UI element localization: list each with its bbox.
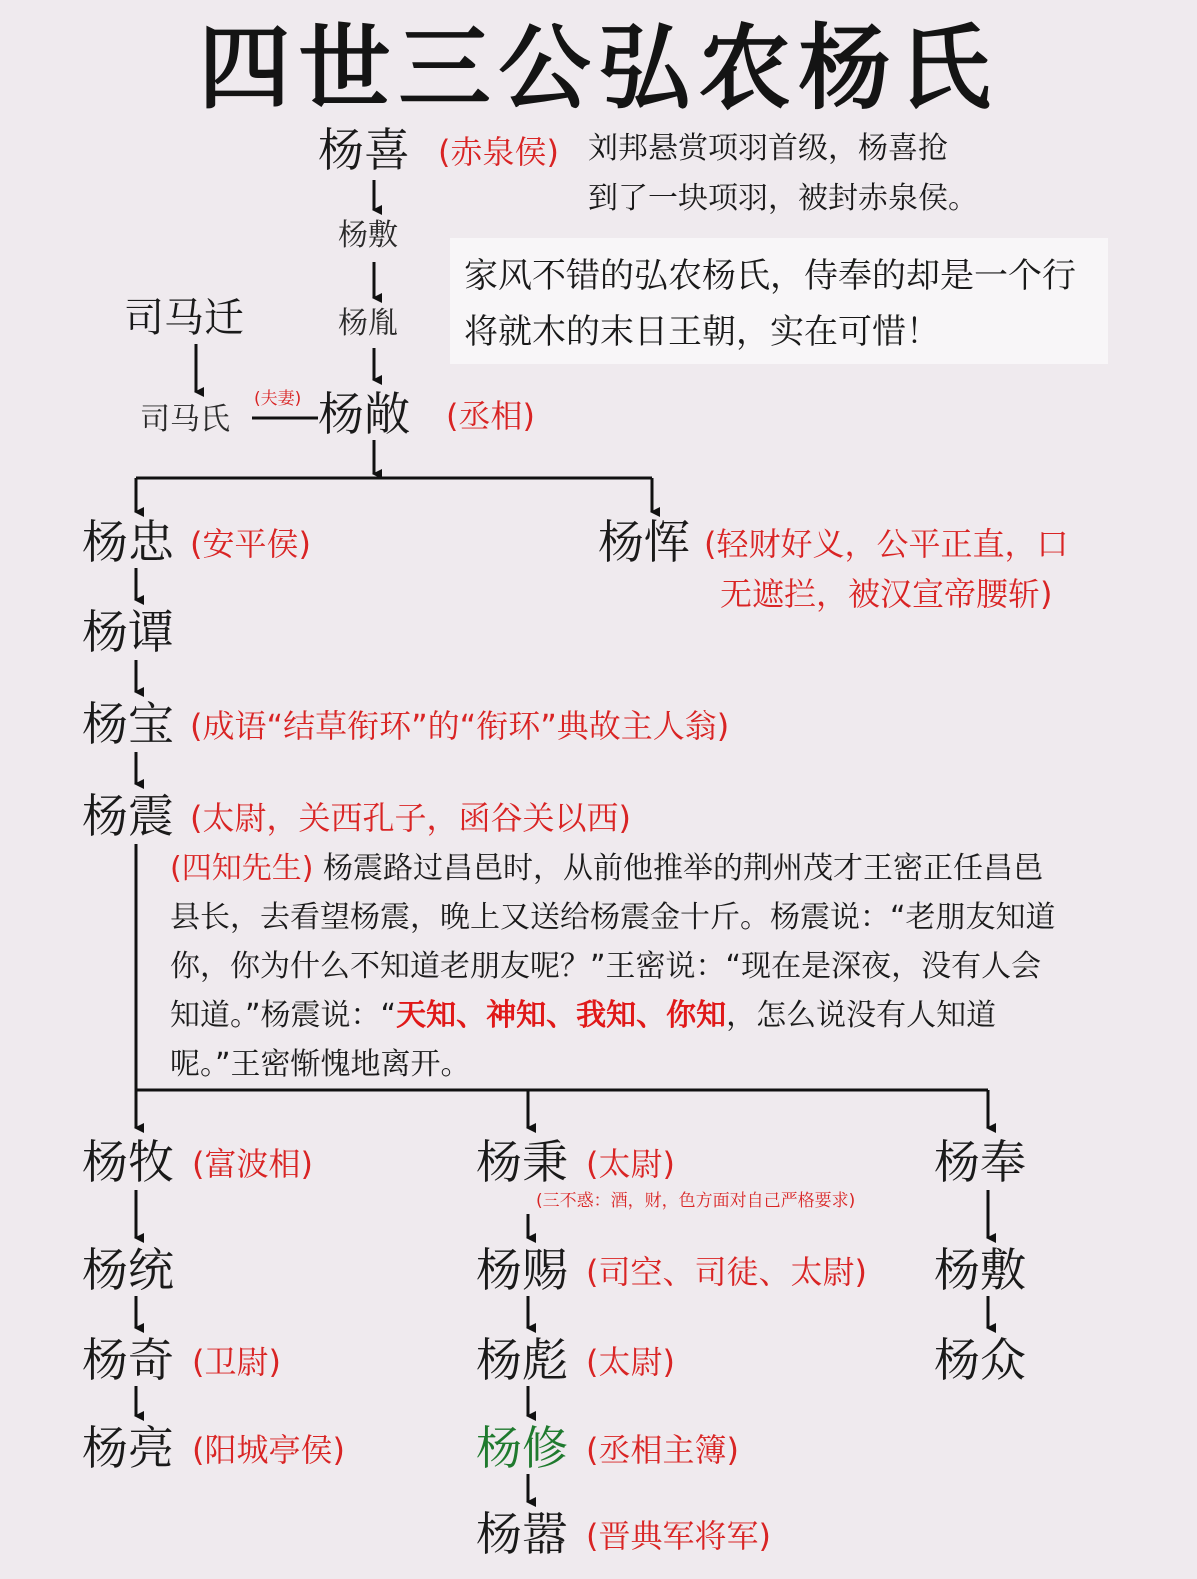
node-yang-ci: 杨赐 [476, 1243, 568, 1297]
node-yang-zhen-note: (太尉，关西孔子，函谷关以西) [190, 799, 631, 837]
node-yang-zhong-title: (安平侯) [190, 525, 311, 563]
node-yang-zhen: 杨震 [82, 789, 174, 843]
callout-box [450, 238, 1108, 364]
node-yang-zhong-2: 杨众 [934, 1333, 1026, 1387]
node-yang-yun-note-1: (轻财好义，公平正直，口 [704, 525, 1069, 563]
node-sima-qian: 司马迁 [124, 295, 244, 341]
node-yang-xiao-title: (晋典军将军) [586, 1517, 771, 1555]
node-yang-tan: 杨谭 [82, 605, 174, 659]
node-yang-ci-title: (司空、司徒、太尉) [586, 1253, 867, 1291]
yang-xi-note-1: 刘邦悬赏项羽首级，杨喜抢 [588, 131, 948, 166]
node-yang-xiu-title: (丞相主簿) [586, 1431, 739, 1469]
node-yang-bing: 杨秉 [476, 1135, 568, 1189]
story-highlight: 天知、神知、我知、你知 [396, 998, 727, 1033]
node-yang-yun: 杨恽 [598, 515, 690, 569]
node-yang-qi-title: (卫尉) [192, 1343, 281, 1381]
yang-xi-note-2: 到了一块项羽，被封赤泉侯。 [588, 181, 978, 216]
node-yang-fu-2: 杨敷 [934, 1243, 1026, 1297]
node-yang-bing-title: (太尉) [586, 1145, 675, 1183]
node-yang-biao: 杨彪 [476, 1333, 568, 1387]
node-yang-qi: 杨奇 [82, 1333, 174, 1387]
node-yang-xiu: 杨修 [476, 1421, 568, 1475]
node-yang-xiao: 杨嚣 [476, 1507, 568, 1561]
story-text-2: ，怎么说没有人知道呢。”王密惭愧地离开。 [170, 998, 997, 1082]
node-yang-hu: 杨胤 [338, 306, 398, 341]
spouse-label: (夫妻) [254, 389, 302, 409]
node-yang-xi-title: (赤泉侯) [438, 133, 559, 171]
node-sima-shi: 司马氏 [140, 402, 230, 437]
node-yang-tong: 杨统 [82, 1243, 174, 1297]
node-yang-mu: 杨牧 [82, 1135, 174, 1189]
node-yang-bao-note: (成语“结草衔环”的“衔环”典故主人翁) [190, 707, 730, 745]
node-yang-xi: 杨喜 [318, 123, 410, 177]
callout-text: 家风不错的弘农杨氏，侍奉的却是一个行将就木的末日王朝，实在可惜！ [464, 256, 1076, 352]
node-yang-biao-title: (太尉) [586, 1343, 675, 1381]
node-yang-liang-title: (阳城亭侯) [192, 1431, 345, 1469]
node-yang-feng: 杨奉 [934, 1135, 1026, 1189]
story-text-1: 杨震路过昌邑时，从前他推举的荆州茂才王密正任昌邑县长，去看望杨震，晚上又送给杨震金十斤。杨震说：“老朋友知道你，你为什么不知道老朋友呢？”王密说：“现在是深夜，没有人会知道。”杨震说：“ [170, 851, 1056, 1033]
node-yang-yun-note-2: 无遮拦，被汉宣帝腰斩) [720, 575, 1053, 613]
node-yang-liang: 杨亮 [82, 1421, 174, 1475]
node-yang-mu-title: (富波相) [192, 1145, 313, 1183]
node-yang-bao: 杨宝 [82, 697, 174, 751]
node-yang-bing-note: (三不惑：酒，财，色方面对自己严格要求) [536, 1191, 856, 1211]
node-yang-chang-title: (丞相) [446, 397, 535, 435]
node-yang-chang: 杨敞 [318, 387, 410, 441]
story-label: (四知先生) [170, 851, 314, 886]
page-title: 四世三公弘农杨氏 [198, 15, 999, 122]
four-knowledge-story [170, 844, 1070, 1089]
node-yang-fu: 杨敷 [338, 218, 398, 253]
node-yang-zhong: 杨忠 [82, 515, 174, 569]
